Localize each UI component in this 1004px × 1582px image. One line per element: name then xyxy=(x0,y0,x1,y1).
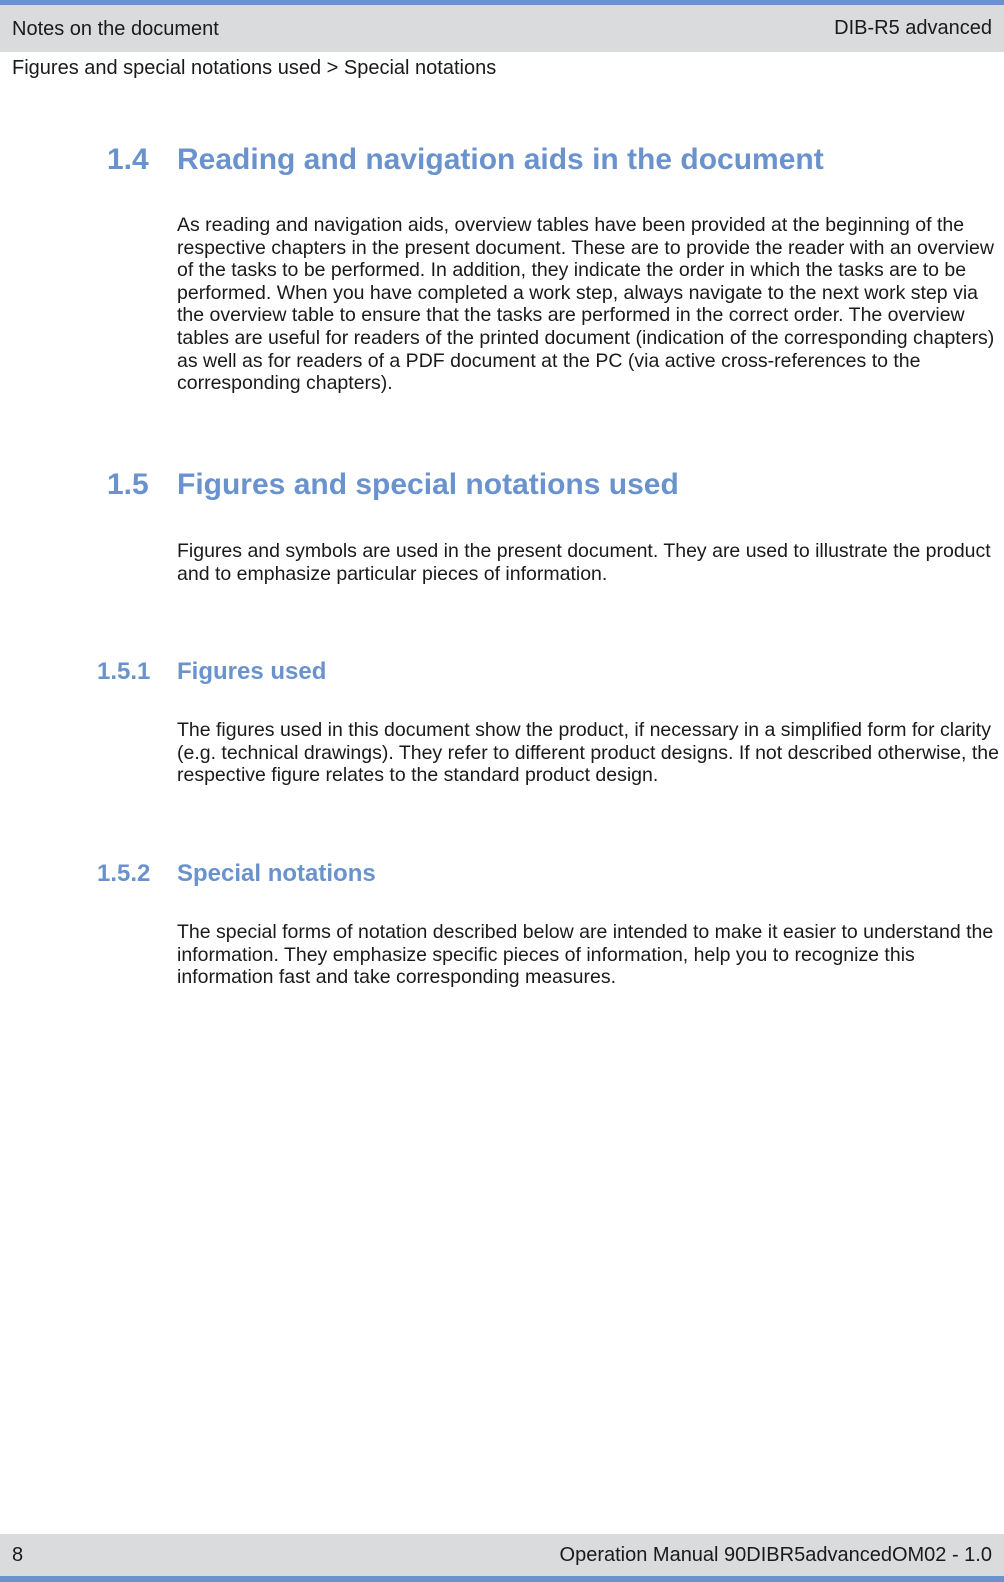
document-id: Operation Manual 90DIBR5advancedOM02 - 1.0 xyxy=(559,1544,992,1566)
section-number: 1.4 xyxy=(107,143,149,176)
section-title: Figures and special notations used xyxy=(177,468,679,501)
breadcrumb: Figures and special notations used > Special notations xyxy=(12,57,497,79)
page-number: 8 xyxy=(12,1544,24,1566)
header-product-name: DIB-R5 advanced xyxy=(834,17,992,39)
section-1-5-1-body: The figures used in this document show the product, if necessary in a simplified form for clarity (e.g. technical drawings). They refer to different product designs. If not described otherwise, the respective figure relates to the standard product design. xyxy=(177,719,999,787)
section-title: Special notations xyxy=(177,860,376,887)
section-1-5-2-body: The special forms of notation described below are intended to make it easier to understand the information. They emphasize specific pieces of information, help you to recognize this information fast and take corresponding measures. xyxy=(177,921,994,989)
section-title: Reading and navigation aids in the document xyxy=(177,143,824,176)
header-chapter-title: Notes on the document xyxy=(12,18,219,40)
section-number: 1.5.1 xyxy=(97,658,151,685)
section-1-4-body: As reading and navigation aids, overview tables have been provided at the beginning of the respective chapters in the present document. These are to provide the reader with an overview of the tasks to be performed. In addition, they indicate the order in which the tasks are to be performed. When you have completed a work step, always navigate to the next work step via the overview table to ensure that the tasks are performed in the correct order. The overview tables are useful for readers of the printed document (indication of the corresponding chapters) as well as for readers of a PDF document at the PC (via active cross-references to the corresponding chapters). xyxy=(177,214,995,395)
section-title: Figures used xyxy=(177,658,327,685)
section-number: 1.5 xyxy=(107,468,149,501)
page-header xyxy=(0,0,1004,52)
section-number: 1.5.2 xyxy=(97,860,151,887)
page-footer xyxy=(0,1534,1004,1582)
section-1-5-body: Figures and symbols are used in the present document. They are used to illustrate the product and to emphasize particular pieces of information. xyxy=(177,540,991,585)
